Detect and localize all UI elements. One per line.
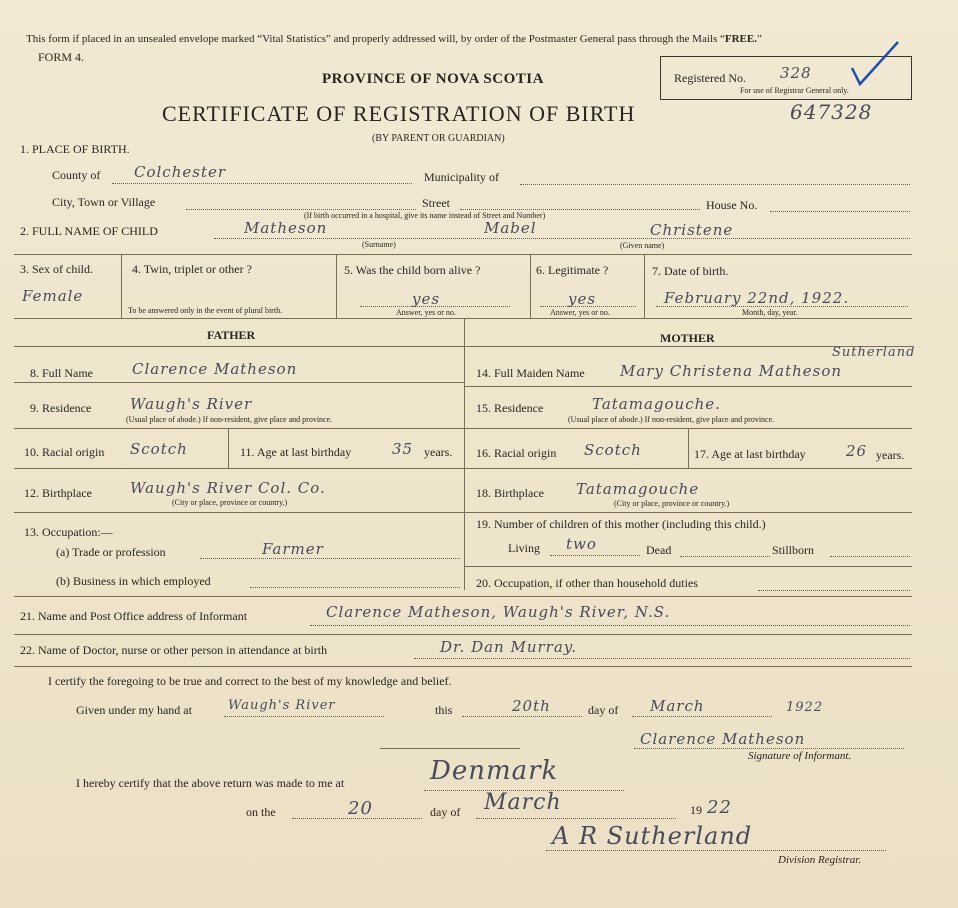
mother-years: years. [876, 448, 905, 462]
page-title: CERTIFICATE OF REGISTRATION OF BIRTH [162, 101, 636, 126]
mother-birthplace-label: 18. Birthplace [476, 486, 544, 500]
business-label: (b) Business in which employed [56, 574, 211, 588]
on-the-label: on the [246, 805, 276, 819]
legitimate-value: yes [568, 290, 597, 308]
father-birthplace-value: Waugh's River Col. Co. [130, 479, 326, 497]
twin-note: To be answered only in the event of plural birth. [128, 306, 283, 315]
hospital-note: (If birth occurred in a hospital, give its name instead of Street and Number) [304, 211, 546, 220]
father-residence-value: Waugh's River [130, 395, 253, 413]
form-number: FORM 4. [38, 50, 85, 64]
father-heading: FATHER [207, 328, 256, 342]
registrar-note: For use of Registrar General only. [740, 86, 849, 95]
checkmark-icon [848, 38, 904, 88]
alive-value: yes [412, 290, 441, 308]
trade-value: Farmer [262, 540, 324, 558]
child-name-label: 2. FULL NAME OF CHILD [20, 224, 158, 238]
registrar-month: March [484, 790, 562, 815]
trade-label: (a) Trade or profession [56, 545, 166, 559]
living-label: Living [508, 541, 540, 555]
subtitle: (BY PARENT OR GUARDIAN) [372, 133, 505, 144]
mother-name-value: Mary Christena Matheson [620, 362, 843, 380]
registrar-year: 22 [707, 797, 732, 818]
surname-note: (Surname) [362, 240, 396, 249]
mother-birthplace-value: Tatamagouche [576, 480, 700, 498]
mother-heading: MOTHER [660, 331, 715, 345]
doctor-label: 22. Name of Doctor, nurse or other person in attendance at birth [20, 643, 328, 657]
mother-race-value: Scotch [584, 441, 642, 459]
mother-residence-value: Tatamagouche. [592, 395, 721, 413]
day-value: 20th [512, 697, 551, 715]
dob-label: 7. Date of birth. [652, 264, 729, 278]
registrar-day-of-label: day of [430, 805, 461, 819]
informant-signature-label: Signature of Informant. [748, 750, 852, 762]
registrar-day: 20 [348, 798, 373, 819]
registrar-year-prefix: 19 [690, 803, 702, 817]
father-residence-note: (Usual place of abode.) If non-resident, give place and province. [126, 415, 333, 424]
place-heading: 1. PLACE OF BIRTH. [20, 142, 130, 156]
street-label: Street [422, 196, 450, 210]
month-value: March [650, 697, 705, 715]
mother-birthplace-note: (City or place, province or country.) [614, 499, 730, 508]
mother-residence-label: 15. Residence [476, 401, 544, 415]
alive-label: 5. Was the child born alive ? [344, 263, 481, 277]
child-given-name-1: Mabel [484, 219, 537, 237]
dob-note: Month, day, year. [742, 308, 798, 317]
informant-signature: Clarence Matheson [640, 730, 806, 748]
alive-note: Answer, yes or no. [396, 308, 456, 317]
this-label: this [435, 703, 453, 717]
father-name-value: Clarence Matheson [132, 360, 298, 378]
year-value: 1922 [786, 700, 824, 715]
child-given-name-2: Christene [650, 221, 734, 239]
certify-statement: I certify the foregoing to be true and correct to the best of my knowledge and belief. [48, 674, 452, 688]
mother-residence-note: (Usual place of abode.) If non-resident, give place and province. [568, 415, 775, 424]
legitimate-label: 6. Legitimate ? [536, 263, 609, 277]
sex-label: 3. Sex of child. [20, 262, 93, 276]
registrar-certify: I hereby certify that the above return was made to me at [76, 776, 345, 790]
county-label: County of [52, 168, 101, 182]
father-residence-label: 9. Residence [30, 401, 92, 415]
doctor-value: Dr. Dan Murray. [440, 638, 578, 656]
house-label: House No. [706, 198, 758, 212]
municipality-label: Municipality of [424, 170, 499, 184]
father-race-label: 10. Racial origin [24, 445, 105, 459]
child-surname: Matheson [244, 219, 328, 237]
father-race-value: Scotch [130, 440, 188, 458]
dob-value: February 22nd, 1922. [664, 289, 850, 307]
county-value: Colchester [134, 163, 227, 181]
province-heading: PROVINCE OF NOVA SCOTIA [322, 71, 544, 87]
given-label: Given under my hand at [76, 703, 192, 717]
mother-name-correction: Sutherland [832, 345, 916, 360]
father-name-label: 8. Full Name [30, 366, 93, 380]
informant-value: Clarence Matheson, Waugh's River, N.S. [326, 603, 671, 621]
mother-age-label: 17. Age at last birthday [694, 447, 806, 461]
father-years: years. [424, 445, 453, 459]
certificate-number: 647328 [790, 100, 873, 124]
father-occupation-label: 13. Occupation:— [24, 525, 113, 539]
given-place: Waugh's River [228, 698, 336, 713]
given-name-note: (Given name) [620, 241, 665, 250]
day-of-label: day of [588, 703, 619, 717]
father-age-label: 11. Age at last birthday [240, 445, 352, 459]
mother-name-label: 14. Full Maiden Name [476, 366, 585, 380]
sex-value: Female [22, 287, 84, 305]
dead-label: Dead [646, 543, 672, 557]
children-label: 19. Number of children of this mother (including this child.) [476, 517, 766, 531]
father-birthplace-label: 12. Birthplace [24, 486, 92, 500]
registrar-label: Division Registrar. [778, 854, 862, 866]
stillborn-label: Stillborn [772, 543, 815, 557]
registrar-signature: A R Sutherland [552, 822, 753, 850]
registered-label: Registered No. [674, 71, 746, 85]
living-value: two [566, 535, 597, 553]
mother-age-value: 26 [846, 442, 868, 460]
mother-race-label: 16. Racial origin [476, 446, 557, 460]
mother-occupation-label: 20. Occupation, if other than household duties [476, 576, 698, 590]
father-birthplace-note: (City or place, province or country.) [172, 498, 288, 507]
twin-label: 4. Twin, triplet or other ? [132, 262, 252, 276]
registrar-place: Denmark [430, 756, 559, 786]
registered-value: 328 [780, 64, 812, 82]
city-label: City, Town or Village [52, 195, 156, 209]
legitimate-note: Answer, yes or no. [550, 308, 610, 317]
postal-notice: This form if placed in an unsealed envelope marked “Vital Statistics” and properly addressed will, by order of the Postmaster General pass through the Mails “FREE.” [26, 33, 762, 45]
father-age-value: 35 [392, 440, 414, 458]
informant-label: 21. Name and Post Office address of Informant [20, 609, 248, 623]
